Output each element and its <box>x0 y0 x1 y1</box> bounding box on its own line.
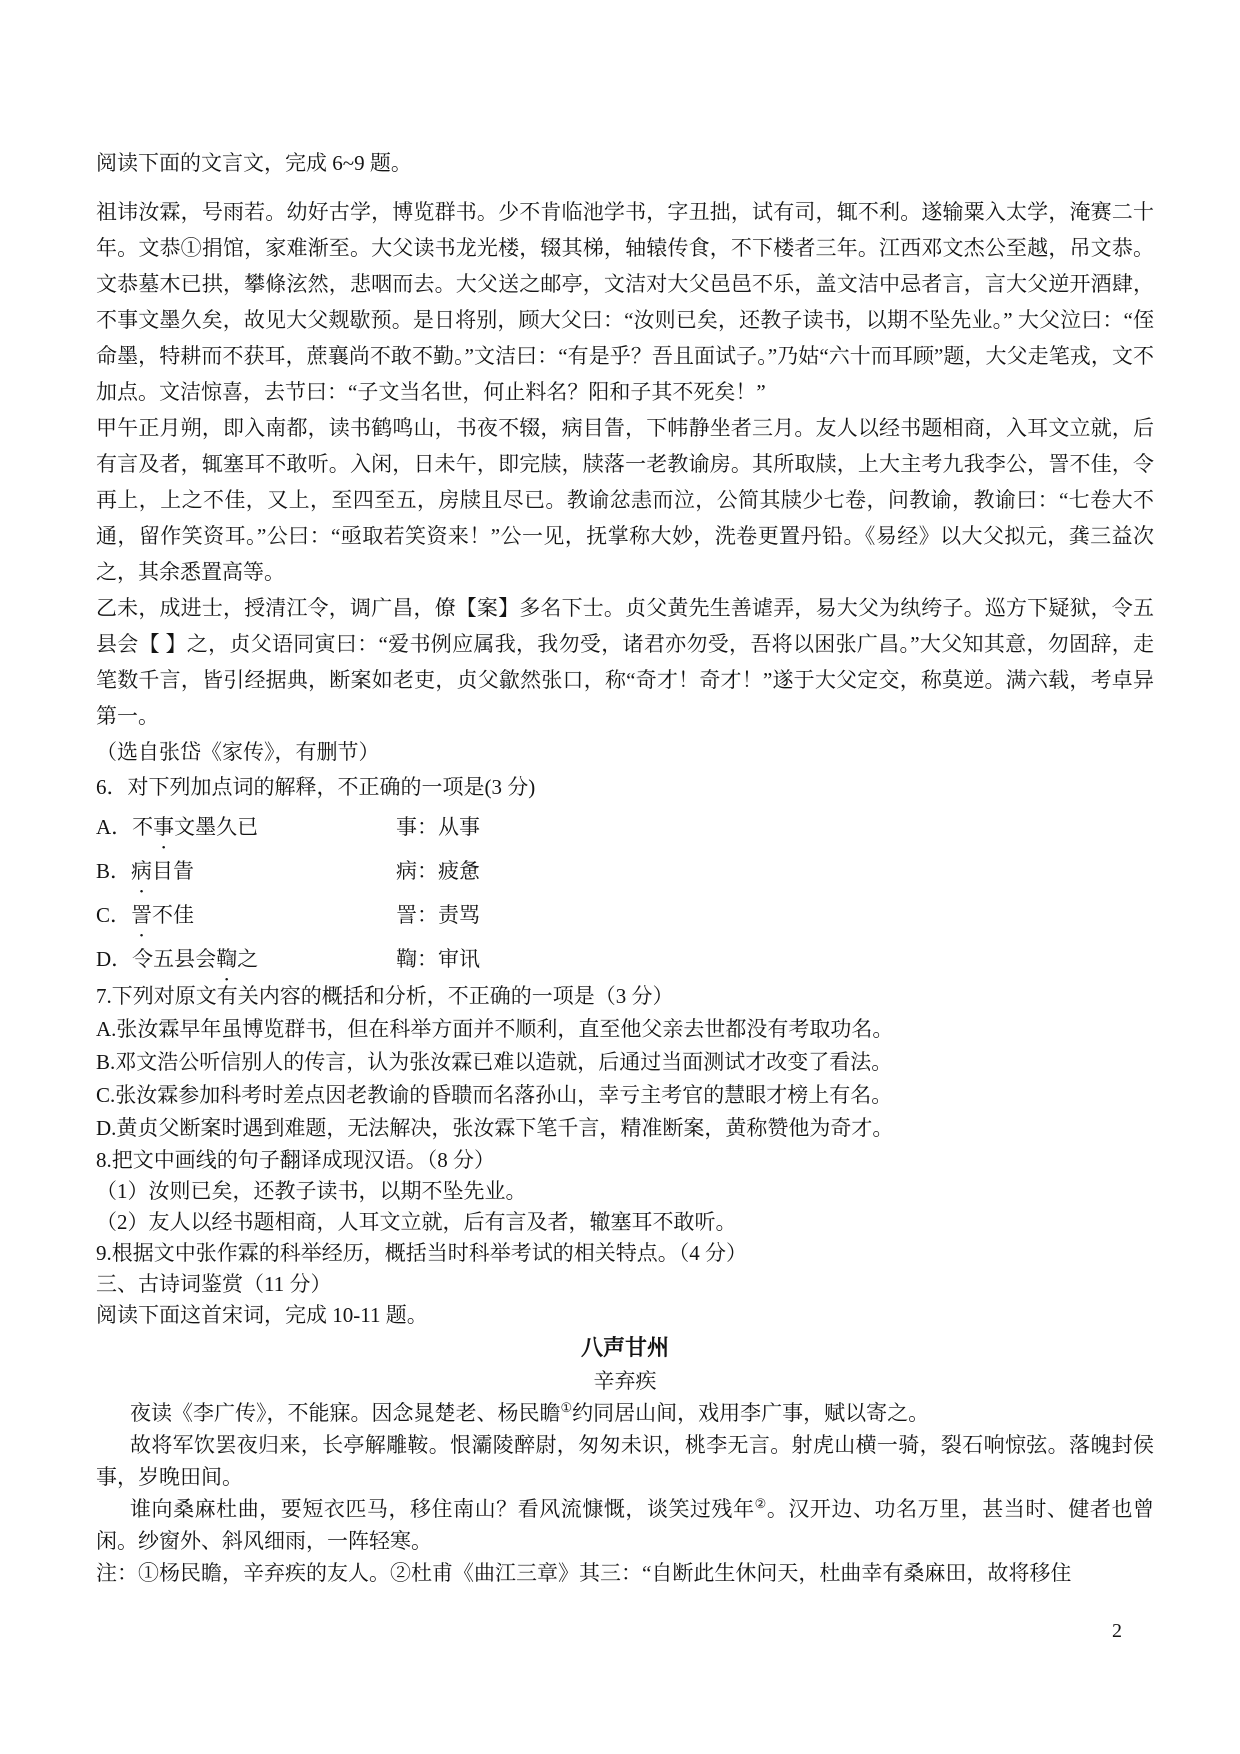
q6-stem: 6．对下列加点词的解释，不正确的一项是(3 分) <box>96 775 536 799</box>
passage-intro: 阅读下面的文言文，完成 6~9 题。 <box>96 151 412 175</box>
q6-option-d-label: D． <box>96 947 133 971</box>
poem-intro: 阅读下面这首宋词，完成 10-11 题。 <box>96 1303 428 1327</box>
q6-option-a <box>96 804 1154 848</box>
q6-option-b-gloss: 病：疲惫 <box>396 859 480 883</box>
footnote-ref-1: ① <box>560 1400 573 1415</box>
q6-option-b <box>96 848 1154 892</box>
q6-option-c-label: C． <box>96 903 132 927</box>
q6-option-b-post: 目眚 <box>152 859 195 883</box>
question-8 <box>96 1145 1154 1238</box>
q6-option-d-post: 之 <box>237 947 259 971</box>
q6-option-b-label: B． <box>96 859 132 883</box>
q8-item-2: （2）友人以经书题相商，人耳文立就，后有言及者，辙塞耳不敢听。 <box>96 1210 737 1234</box>
q6-option-a-label: A． <box>96 815 133 839</box>
poem-note: 注：①杨民瞻，辛弃疾的友人。②杜甫《曲江三章》其三：“自断此生休问天，杜曲幸有桑麻田，故将移住 <box>96 1561 1072 1585</box>
q6-option-a-post: 文墨久已 <box>174 815 259 839</box>
q7-option-a: A.张汝霖早年虽博览群书，但在科举方面并不顺利，直至他父亲去世都没有考取功名。 <box>96 1017 894 1041</box>
q6-option-d-gloss: 鞫：审讯 <box>396 947 480 971</box>
q6-option-d <box>96 936 1154 980</box>
q6-option-c <box>96 892 1154 936</box>
q6-option-a-phrase <box>96 811 396 841</box>
q7-option-c: C.张汝霖参加科考时差点因老教谕的昏聩而名落孙山，幸亏主考官的慧眼才榜上有名。 <box>96 1083 893 1107</box>
question-7 <box>96 980 1154 1145</box>
q7-stem: 7.下列对原文有关内容的概括和分析，不正确的一项是（3 分） <box>96 984 674 1008</box>
q6-option-d-dotted-char: 鞫 <box>216 947 238 971</box>
q6-option-c-gloss: 詈：责骂 <box>396 903 480 927</box>
q6-option-d-pre: 令五县会 <box>132 947 217 971</box>
question-6 <box>96 770 1154 980</box>
q7-option-d: D.黄贞父断案时遇到难题，无法解决，张汝霖下笔千言，精准断案，黄称赞他为奇才。 <box>96 1116 894 1140</box>
q8-stem: 8.把文中画线的句子翻译成现汉语。（8 分） <box>96 1148 495 1172</box>
document-content <box>96 148 1154 1589</box>
q7-option-b: B.邓文浩公听信别人的传言，认为张汝霖已难以造就，后通过当面测试才改变了看法。 <box>96 1050 893 1074</box>
q6-option-c-post: 不佳 <box>152 903 195 927</box>
q6-option-a-pre: 不 <box>132 815 154 839</box>
q6-option-a-dotted-char: 事 <box>153 815 175 839</box>
poem-preface-text: 夜读《李广传》，不能寐。因念晁楚老、杨民瞻 <box>130 1401 561 1425</box>
section-3-heading: 三、古诗词鉴赏（11 分） <box>96 1272 332 1296</box>
poem-preface-text-cont: 约同居山间，戏用李广事，赋以寄之。 <box>572 1401 930 1425</box>
poem-title: 八声甘州 <box>580 1335 669 1360</box>
passage-paragraph-2: 甲午正月朔，即入南都，读书鹤鸣山，书夜不辍，病目眚，下帏静坐者三月。友人以经书题相商，入耳文立就，后有言及者，辄塞耳不敢听。入闲，日未午，即完牍，牍落一老教谕房。其所取牍，上大主考九我李公，詈不佳，令再上，上之不佳，又上，至四至五，房牍且尽已。教谕忿恚而泣，公简其牍少七卷，问教谕，教谕曰：“七卷大不通，留作笑资耳。”公曰：“亟取若笑资来！”公一见，抚掌称大妙，洗卷更置丹铅。《易经》以大父拟元，龚三益次之，其余悉置高等。 <box>96 416 1154 584</box>
poem-preface <box>96 1397 1154 1429</box>
passage-source: （选自张岱《家传》，有删节） <box>96 740 380 764</box>
question-9: 9.根据文中张作霖的科举经历，概括当时科举考试的相关特点。（4 分） <box>96 1241 747 1265</box>
poem-author: 辛弃疾 <box>593 1369 657 1393</box>
poem-stanza-2 <box>96 1493 1154 1557</box>
q6-option-c-phrase <box>96 899 396 929</box>
q6-option-d-phrase <box>96 943 396 973</box>
q6-option-b-dotted-char: 病 <box>131 859 153 883</box>
q6-option-b-phrase <box>96 855 396 885</box>
page-number: 2 <box>1112 1620 1122 1642</box>
q6-option-c-dotted-char: 詈 <box>131 903 153 927</box>
poem-stanza-1: 故将军饮罢夜归来，长亭解雕鞍。恨灞陵醉尉，匆匆未识，桃李无言。射虎山横一骑，裂石响惊弦。落魄封侯事，岁晚田间。 <box>96 1433 1154 1489</box>
passage-paragraph-3: 乙未，成进士，授清江令，调广昌，僚【案】多名下士。贞父黄先生善谑弄，易大父为纨绔子。巡方下疑狱，令五县会【 】之，贞父语同寅曰：“爱书例应属我，我勿受，诸君亦勿受，吾将以困张广昌。”大父知其意，勿固辞，走笔数千言，皆引经据典，断案如老吏，贞父歙然张口，称“奇才！奇才！”遂于大父定交，称莫逆。满六载，考卓异第一。 <box>96 596 1154 728</box>
poem-stanza-2-text-cont: 。汉开边、功名万里，甚当时、健者也曾闲。纱窗外、斜风细雨，一阵轻寒。 <box>96 1497 1155 1553</box>
poem-stanza-2-text: 谁向桑麻杜曲，要短衣匹马，移住南山？看风流慷慨，谈笑过残年 <box>130 1497 755 1521</box>
footnote-ref-2: ② <box>754 1496 767 1511</box>
q8-item-1: （1）汝则已矣，还教子读书，以期不坠先业。 <box>96 1179 527 1203</box>
passage-paragraph-1: 祖讳汝霖，号雨若。幼好古学，博览群书。少不肯临池学书，字丑拙，试有司，辄不利。遂输粟入太学，淹赛二十年。文恭①捐馆，家难渐至。大父读书龙光楼，辍其梯，轴辕传食，不下楼者三年。江西邓文杰公至越，吊文恭。文恭墓木已拱，攀條泫然，悲咽而去。大父送之邮亭，文洁对大父邑邑不乐，盖文洁中忌者言，言大父逆开酒肆，不事文墨久矣，故见大父觌歇预。是日将别，顾大父曰：“汝则已矣，还教子读书，以期不坠先业。” 大父泣曰：“侄命墨，特耕而不获耳，蔗襄尚不敢不勤。”文洁曰：“有是乎？吾且面试子。”乃姑“六十而耳顾”题，大父走笔戎，文不加点。文洁惊喜，去节曰：“子文当名世，何止料名？阳和子其不死矣！” <box>96 200 1154 404</box>
q6-option-a-gloss: 事：从事 <box>396 815 480 839</box>
